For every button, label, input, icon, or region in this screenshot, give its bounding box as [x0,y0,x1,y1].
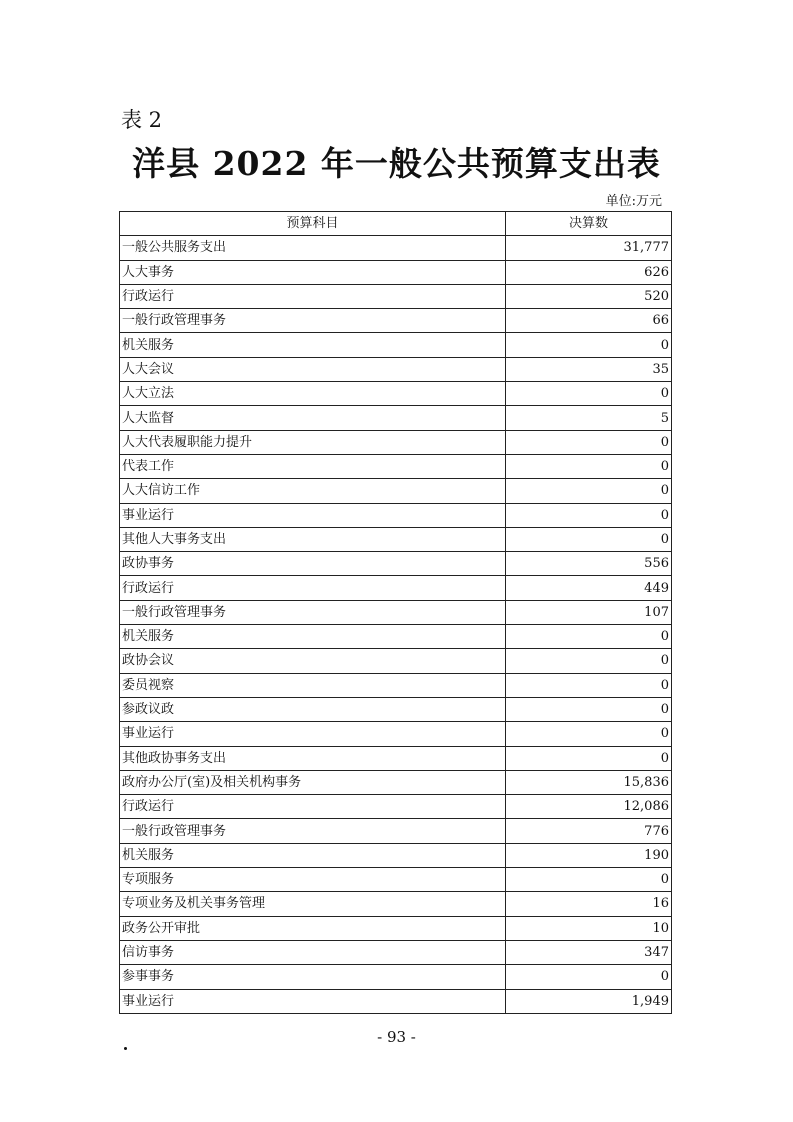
row-amount: 107 [506,600,672,624]
row-amount: 0 [506,479,672,503]
row-amount: 347 [506,940,672,964]
row-amount: 0 [506,454,672,478]
table-row [120,916,672,940]
row-subject: 人大事务 [120,260,506,284]
table-row [120,722,672,746]
table-row [120,989,672,1013]
page-number: - 93 - [377,1028,416,1046]
row-amount: 0 [506,673,672,697]
row-amount: 0 [506,333,672,357]
table-row [120,454,672,478]
row-subject: 专项服务 [120,868,506,892]
row-subject: 其他政协事务支出 [120,746,506,770]
row-amount: 0 [506,503,672,527]
row-subject: 行政运行 [120,576,506,600]
table-row [120,552,672,576]
row-amount: 0 [506,965,672,989]
row-subject: 参政议政 [120,697,506,721]
table-row [120,406,672,430]
table-row [120,600,672,624]
row-subject: 人大代表履职能力提升 [120,430,506,454]
table-row [120,527,672,551]
table-row [120,746,672,770]
table-row [120,697,672,721]
table-row [120,236,672,260]
row-amount: 5 [506,406,672,430]
table-row [120,309,672,333]
column-header-amount: 决算数 [506,212,672,236]
row-subject: 人大会议 [120,357,506,381]
row-amount: 0 [506,722,672,746]
row-amount: 35 [506,357,672,381]
budget-table [119,211,672,1014]
table-row [120,795,672,819]
table-row [120,625,672,649]
row-amount: 0 [506,527,672,551]
row-amount: 66 [506,309,672,333]
table-row [120,649,672,673]
row-amount: 1,949 [506,989,672,1013]
row-subject: 政协会议 [120,649,506,673]
row-amount: 0 [506,697,672,721]
table-row [120,357,672,381]
page-title: 洋县 2022 年一般公共预算支出表 [132,144,661,183]
row-subject: 行政运行 [120,284,506,308]
row-subject: 事业运行 [120,989,506,1013]
table-row [120,260,672,284]
dot-mark [124,1047,127,1050]
table-row [120,479,672,503]
row-subject: 一般行政管理事务 [120,309,506,333]
row-amount: 10 [506,916,672,940]
row-subject: 政协事务 [120,552,506,576]
row-amount: 190 [506,843,672,867]
row-subject: 机关服务 [120,843,506,867]
table-row [120,576,672,600]
row-amount: 12,086 [506,795,672,819]
row-amount: 520 [506,284,672,308]
row-amount: 0 [506,868,672,892]
row-subject: 事业运行 [120,722,506,746]
row-amount: 0 [506,649,672,673]
row-subject: 行政运行 [120,795,506,819]
row-subject: 一般行政管理事务 [120,600,506,624]
table-row [120,382,672,406]
table-label: 表 2 [121,108,163,132]
row-subject: 政务公开审批 [120,916,506,940]
row-amount: 0 [506,430,672,454]
row-subject: 一般公共服务支出 [120,236,506,260]
row-subject: 代表工作 [120,454,506,478]
row-amount: 776 [506,819,672,843]
row-subject: 机关服务 [120,333,506,357]
table-header-row [120,212,672,236]
row-subject: 委员视察 [120,673,506,697]
row-subject: 人大信访工作 [120,479,506,503]
row-subject: 信访事务 [120,940,506,964]
column-header-subject: 预算科目 [120,212,506,236]
row-subject: 其他人大事务支出 [120,527,506,551]
row-subject: 专项业务及机关事务管理 [120,892,506,916]
row-subject: 人大监督 [120,406,506,430]
row-subject: 机关服务 [120,625,506,649]
row-amount: 0 [506,746,672,770]
table-row [120,673,672,697]
table-row [120,940,672,964]
table-body [120,236,672,1014]
table-row [120,892,672,916]
row-amount: 556 [506,552,672,576]
table-row [120,843,672,867]
row-amount: 0 [506,382,672,406]
row-amount: 15,836 [506,770,672,794]
row-subject: 事业运行 [120,503,506,527]
table-row [120,965,672,989]
row-subject: 政府办公厅(室)及相关机构事务 [120,770,506,794]
table-row [120,503,672,527]
row-subject: 参事事务 [120,965,506,989]
row-subject: 一般行政管理事务 [120,819,506,843]
table-row [120,868,672,892]
row-subject: 人大立法 [120,382,506,406]
table-row [120,284,672,308]
unit-label: 单位:万元 [605,194,662,209]
row-amount: 31,777 [506,236,672,260]
table-row [120,430,672,454]
table-row [120,333,672,357]
table-row [120,770,672,794]
row-amount: 16 [506,892,672,916]
row-amount: 626 [506,260,672,284]
row-amount: 449 [506,576,672,600]
row-amount: 0 [506,625,672,649]
table-row [120,819,672,843]
